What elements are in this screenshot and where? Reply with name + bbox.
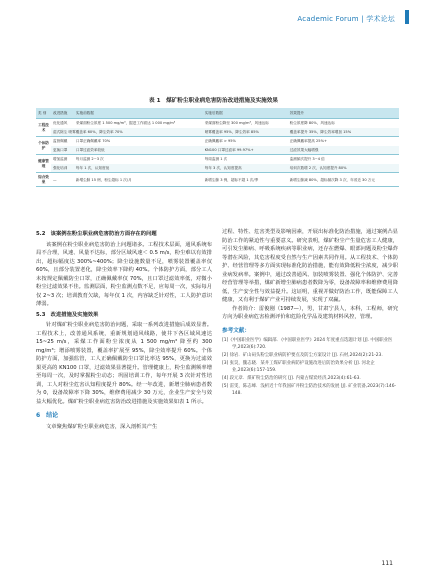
column-header: 实施后数据 — [203, 108, 288, 119]
table-cell: 新增尘肺减 80%，超标频次降 3 次，年省近 30 万元 — [288, 173, 399, 187]
page-number: 111 — [381, 560, 393, 567]
table-cell: 覆盖率提升 35%，降尘效率增加 15% — [288, 128, 399, 137]
section-heading: 5.2 该案例在粉尘职业病危害防治方面存在的问题 — [36, 231, 157, 237]
table-cell: 监督佩戴 — [51, 137, 74, 146]
table-cell: 口罩正确佩戴率 70% — [74, 137, 203, 146]
table-row — [36, 146, 399, 155]
column-header: 类 别 — [36, 108, 51, 119]
table-cell: 新增尘肺 3 例，超标不超 1 次/季 — [203, 173, 288, 187]
author-bio: 作者简介：雷俊刚（1987—），男，甘肃宁县人，本科，工程师，研究方向为职业病危害检测评价和危险化学品及建筑材料风控，管理。 — [222, 305, 398, 320]
left-column — [36, 228, 212, 431]
header-accent-bar — [405, 10, 409, 24]
paragraph: 针对煤矿粉尘职业病危害防治问题，采取一系列改进措施后成效显著。工程技术上，改善通风系统，重新规划通风线路，使井下各区域风速达 15~25 m/s，采煤工作面粉尘浓度从 1 500 mg/m³ 降至约 300 mg/m³；增添喷雾装置，覆盖率扩展至 95%，降尘效率提升 60%。个体防护方面，加强监管，工人正确佩戴防尘口罩比率达 95%，更换为过滤效果更高的 KN100 口罩，过滤效果显著提升。管理健康上，粉尘监测频率增至每周一次，及时掌握粉尘动态；巩固培训工作，每年开展 3 次针对性培训，工人对粉尘危害认知程度提升 80%。经一年改进，新增尘肺病患者数为 0，设备故障率下降 30%，维修费用减少 30 万元，企业生产安全与效益大幅优化。煤矿粉尘职业病危害防治改进措施及实施效果如表 1 所示。 — [36, 322, 212, 405]
table-row — [36, 128, 399, 137]
table-cell: 培训次数增 2 次，认知度提升 80% — [288, 164, 399, 173]
table-row — [36, 173, 399, 187]
table-cell: 采煤面粉尘降至 300 mg/m³，风速达标 — [203, 119, 288, 128]
paragraph: 过程、特性、危害类型及影响因素，开展出标准化防治措施，通过案例凸显防治工作的紧迫性与重要意义。研究表明，煤矿粉尘产生量危害工人健康，可引发尘肺病、呼吸系统疾病等职业病，还存在燃爆、眼部问题及粉尘爆炸等潜在风险，其危害程度受自然与生产因素共同作用。从工程技术、个体防护、经营管理等多方面实现标准化防治措施，能有效降低粉尘浓度，减少职业病发病率。案例中，通过改善通风、加装喷雾装置、强化个体防护、完善经营管理等举措，煤矿新增尘肺病患者数降为零，设备故障率和维修费用降低，生产安全性与效益提升。这证明，重视并做好防治工作，既能保障工人健康，又有利于煤矿产业可持续发展，实现了双赢。 — [222, 229, 398, 303]
table-row — [36, 155, 399, 164]
reference-item: [1]《中国职业医学》编辑部．《中国职业医学》2024 年度重点选题计划 [J]. 中国职业医学,2023(6):720. — [222, 338, 393, 350]
table-cell: 每年 3 次，认知度提高 — [203, 164, 288, 173]
right-column — [222, 228, 398, 398]
table-cell: 过滤效果大幅增强 — [288, 146, 399, 155]
column-header: 改进措施 — [51, 108, 74, 119]
paragraph: 文章聚焦煤矿粉尘职业病危害，深入剖析其产生 — [46, 423, 158, 430]
table-cell: 口罩过滤效率较低 — [74, 146, 203, 155]
category-cell: 个体防护 — [36, 137, 51, 155]
table-cell: 优化通风 — [51, 119, 74, 128]
table-cell: 每周监测 1 次 — [203, 155, 288, 164]
table-cell: 新增尘肺 15 例，粉尘超标 1 次/月 — [74, 173, 203, 187]
category-cell: 健康管理 — [36, 155, 51, 173]
category-cell: 工程技术 — [36, 119, 51, 137]
table-header-row — [36, 108, 399, 119]
table-cell: 增加监测 — [51, 155, 74, 164]
table-cell: 粉尘浓度降 80%，风速达标 — [288, 119, 399, 128]
running-header: Academic Forum | 学术论坛 — [297, 15, 395, 23]
table-cell: 每年 1 次，认知度低 — [74, 164, 203, 173]
reference-item: [4] 段元章．煤矿粉尘防治的研究 [J]. 内蒙古煤炭经济,2023(4):61-63. — [222, 376, 361, 381]
measures-table — [36, 108, 399, 187]
table-row — [36, 137, 399, 146]
reference-item: [3] 张昊，魏志晓．某井工煤矿职业病防护设施改进后防治效果分析 [J]. 河北企业,2023(6):157-159. — [222, 361, 375, 373]
table-cell: 喷雾覆盖率 95%，降尘效率 85% — [203, 128, 288, 137]
paragraph: 该案例在粉尘职业病危害防治上问题诸多。工程技术层面，通风系统布局不合理，风速、风量不达标，部分区域风速＜ 0.5 m/s，粉尘难以有效排出，超标幅度达 300%~400%；降尘设施数量不足，喷雾装置覆盖率仅 60%，且部分装置老化，降尘效率下降约 40%。个体防护方面，部分工人未按规定佩戴防尘口罩，正确佩戴率仅 70%，且口罩过滤效率低，对微小粉尘过滤效果不佳。监测层面，粉尘监测点数不足，应每周一次，实际每月仅 2~3 次；培训教育欠缺，每年仅 1 次，内容缺乏针对性，工人防护意识薄弱。 — [36, 241, 212, 307]
table-cell: 强化培训 — [51, 164, 74, 173]
table-cell: 湿式除尘 喷雾覆盖率 60%，降尘效率 70% — [51, 128, 203, 137]
table-row — [36, 164, 399, 173]
category-cell: 综合效果 — [36, 173, 51, 187]
table-cell: KN100 口罩过滤率 99.97%+ — [203, 146, 288, 155]
column-header: 效果提升 — [288, 108, 399, 119]
table-caption: 表 1 煤矿粉尘职业病危害防治改进措施及实施效果 — [149, 98, 278, 104]
table-row — [36, 119, 399, 128]
column-header: 实施前数据 — [74, 108, 203, 119]
table-cell: 正确佩戴率 > 95% — [203, 137, 288, 146]
table-cell: 采煤面粉尘浓度 1 500 mg/m³，掘进工作面达 1 000 mg/m³ — [74, 119, 203, 128]
reference-item: [2] 徐岩．矿山码头粉尘职业病防护要点及防尘方案设计 [J]. 石材,2024(2):21-23. — [222, 353, 383, 358]
reference-item: [5] 雷雯，陈志峰．浅析近十年我国矿井粉尘防治技术的发展 [J]. 矿业装备,2023(7):146-148. — [222, 384, 397, 396]
table-cell: — — [51, 173, 74, 187]
table-cell: 监测频次提升 3~4 倍 — [288, 155, 399, 164]
section-heading: 5.3 改进措施及实施效果 — [36, 311, 99, 318]
references-heading: 参考文献： — [222, 327, 250, 334]
section-heading: 6 结论 — [36, 412, 59, 419]
table-cell: 正确佩戴率提高 25%+ — [288, 137, 399, 146]
table-cell: 更换口罩 — [51, 146, 74, 155]
table-cell: 每月监测 2~3 次 — [74, 155, 203, 164]
